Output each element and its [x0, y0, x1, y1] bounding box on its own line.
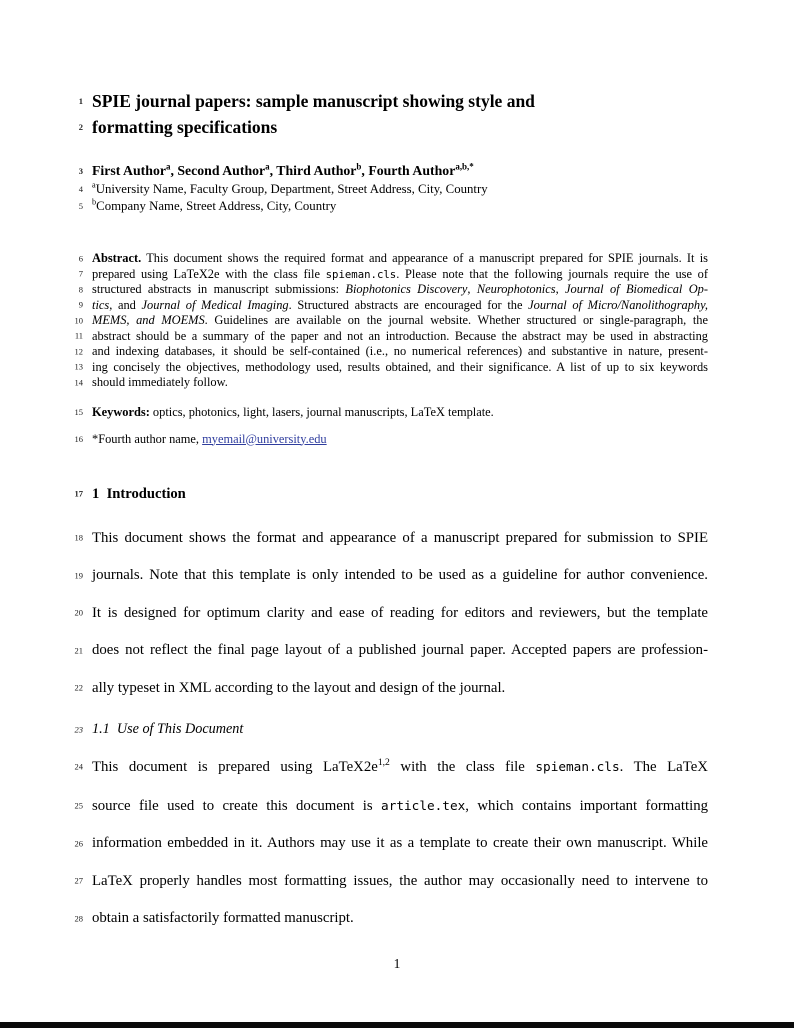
text-segment: This document shows the format and appearance of a manuscript prepared for submission to SPIE: [92, 529, 708, 546]
line-number: 16: [74, 433, 83, 444]
line-text: [92, 900, 708, 938]
text-segment: 1.1 Use of This Document: [92, 721, 244, 737]
text-segment: It is designed for optimum clarity and ease of reading for editors and reviewers, but the template: [92, 604, 708, 621]
line-number: 26: [74, 838, 83, 848]
text-segment: MEMS, and MOEMS: [92, 313, 205, 327]
text-line: [74, 344, 708, 360]
text-segment: Journal of Medical Imaging: [141, 297, 289, 312]
text-segment: Abstract.: [92, 251, 142, 265]
text-segment: article.tex: [381, 797, 466, 813]
text-segment: LaTeX properly handles most formatting issues, the author may occasionally need to intervene to: [92, 872, 708, 889]
text-segment: Journal of Biomedical Op-: [565, 282, 709, 296]
text-segment: source file used to create this document is: [92, 797, 382, 814]
text-line: [78, 297, 709, 314]
text-line: [74, 557, 708, 595]
line-text: [92, 360, 708, 376]
line-text: [92, 670, 708, 708]
text-segment: prepared using LaTeX2e with the class file: [92, 266, 326, 281]
text-segment: Second Author: [177, 163, 266, 178]
body-block: [74, 520, 708, 708]
text-segment: spieman.cls: [325, 267, 397, 281]
line-text: [92, 863, 708, 901]
text-segment: . Please note that the following journals require the use of: [396, 266, 708, 281]
line-text: [92, 251, 708, 267]
text-segment: ally typeset in XML according to the layout and design of the journal.: [92, 679, 506, 696]
text-segment: journals. Note that this template is only intended to be used as a guideline for author convenience.: [92, 567, 708, 583]
line-number: 10: [74, 315, 83, 325]
text-segment: tics: [92, 297, 110, 312]
text-line: [74, 632, 708, 670]
line-number: 5: [78, 200, 83, 211]
text-line: [74, 670, 708, 708]
text-line: [78, 282, 709, 298]
text-segment: ,: [269, 163, 277, 178]
email-link[interactable]: myemail@university.edu: [202, 431, 327, 446]
text-segment: structured abstracts in manuscript submissions:: [92, 282, 346, 296]
line-text: [92, 313, 708, 329]
title-block: [78, 88, 708, 140]
page-number: 1: [393, 956, 401, 971]
line-text: [92, 329, 708, 345]
text-segment: *Fourth author name,: [92, 431, 203, 446]
document-body: [74, 88, 709, 938]
text-line: [78, 266, 708, 283]
text-line: [74, 485, 708, 504]
line-number: 27: [74, 875, 83, 886]
text-segment: formatting specifications: [92, 117, 278, 137]
line-number: 11: [74, 330, 83, 341]
subsection-block: [74, 720, 708, 739]
line-text: [92, 298, 708, 314]
line-number: 12: [74, 346, 83, 356]
line-text: [92, 282, 708, 298]
text-line: [74, 595, 708, 633]
text-segment: . Structured abstracts are encouraged for the: [288, 297, 529, 312]
footnote-block: [74, 431, 708, 447]
text-segment: ,: [467, 282, 477, 296]
text-segment: abstract should be a summary of the paper and not an introduction. Because the abstract may be used in abstracting: [92, 328, 708, 343]
text-segment: b: [356, 161, 362, 172]
text-segment: ing concisely the objectives, methodology used, results obtained, and their significance. A list of up to six keywords: [92, 359, 708, 374]
line-number: 28: [74, 913, 83, 923]
text-line: [74, 787, 709, 826]
text-segment: b: [92, 197, 97, 207]
text-segment: Fourth Author: [368, 163, 456, 178]
section-block: [74, 485, 708, 504]
line-number: 18: [74, 532, 83, 543]
line-number: 17: [74, 488, 83, 499]
line-number: 25: [74, 800, 83, 810]
line-number: 7: [78, 268, 83, 279]
line-number: 13: [74, 361, 83, 372]
text-line: [74, 720, 708, 739]
text-segment: Company Name, Street Address, City, Country: [96, 198, 337, 213]
line-number: 21: [74, 645, 83, 655]
line-text: [92, 720, 708, 739]
line-text: [92, 344, 708, 360]
text-line: [74, 520, 708, 558]
text-segment: Third Author: [276, 163, 357, 178]
text-segment: 1,2: [377, 757, 390, 769]
line-text: [92, 114, 708, 140]
text-line: [78, 251, 708, 267]
text-segment: a: [165, 161, 171, 172]
text-segment: Biophotonics Discovery: [345, 282, 468, 296]
viewer-bottom-edge: [0, 1022, 794, 1028]
text-segment: University Name, Faculty Group, Department, Street Address, City, Country: [95, 182, 488, 196]
text-line: [74, 404, 708, 420]
line-number: 14: [74, 377, 83, 387]
line-text: [92, 198, 708, 215]
line-text: [92, 748, 708, 787]
line-text: [92, 88, 708, 114]
text-line: [78, 88, 708, 114]
text-line: [74, 431, 708, 447]
text-line: [74, 825, 708, 863]
line-number: 23: [74, 724, 83, 734]
line-number: 9: [78, 299, 83, 310]
line-number: 1: [78, 96, 83, 106]
line-text: [92, 632, 708, 670]
line-text: [92, 162, 708, 180]
line-number: 22: [74, 682, 83, 693]
authors-block: [78, 161, 708, 180]
text-segment: Keywords:: [92, 404, 150, 419]
text-segment: a,b,*: [455, 161, 474, 172]
body-block: [74, 748, 709, 938]
text-line: [74, 359, 708, 376]
text-line: [78, 114, 708, 140]
text-segment: . Guidelines are available on the journal website. Whether structured or single-paragraph, the: [204, 313, 708, 327]
text-segment: This document is prepared using LaTeX2e: [92, 759, 378, 775]
text-segment: with the class file: [389, 759, 536, 775]
text-segment: , and: [109, 297, 142, 312]
line-text: [92, 375, 708, 391]
line-text: [92, 557, 708, 595]
line-text: [92, 825, 708, 863]
line-text: [92, 595, 708, 633]
line-number: 19: [74, 570, 83, 580]
text-segment: and indexing databases, it should be self-contained (i.e., no numerical references) and substantive in nature, present-: [92, 344, 708, 358]
line-number: 15: [74, 406, 83, 417]
text-line: [74, 748, 708, 787]
text-segment: obtain a satisfactorily formatted manuscript.: [92, 910, 354, 926]
text-segment: This document shows the required format and appearance of a manuscript prepared for SPIE journals. It is: [141, 251, 708, 265]
text-line: [78, 161, 708, 180]
text-line: [74, 900, 708, 938]
keywords-block: [74, 404, 708, 420]
affiliation-block: [78, 180, 708, 214]
line-number: 20: [74, 607, 83, 618]
text-segment: information embedded in it. Authors may use it as a template to create their own manuscript. While: [92, 835, 708, 851]
text-segment: , which contains important formatting: [465, 797, 709, 814]
text-line: [78, 197, 708, 215]
text-segment: Journal of Micro/Nanolithography,: [528, 297, 709, 312]
line-text: [92, 520, 708, 558]
line-number: 3: [78, 166, 83, 176]
text-segment: does not reflect the final page layout of a published journal paper. Accepted papers are profession-: [92, 642, 708, 658]
line-text: [92, 267, 708, 283]
text-line: [74, 313, 708, 329]
line-text: [92, 485, 708, 504]
text-segment: should immediately follow.: [92, 375, 228, 389]
line-number: 2: [78, 122, 83, 132]
text-segment: 1 Introduction: [92, 485, 186, 502]
line-text: [92, 181, 708, 198]
text-segment: optics, photonics, light, lasers, journal manuscripts, LaTeX template.: [149, 404, 494, 419]
text-segment: a: [265, 161, 270, 172]
line-text: [92, 404, 708, 420]
text-line: [74, 375, 708, 391]
text-segment: Neurophotonics: [476, 282, 556, 296]
text-segment: ,: [555, 282, 566, 296]
text-segment: spieman.cls: [535, 759, 620, 774]
line-number: 8: [78, 284, 83, 294]
line-number: 4: [78, 184, 83, 194]
text-line: [78, 180, 708, 198]
text-line: [74, 328, 708, 345]
abstract-block: [74, 251, 709, 391]
line-text: [92, 787, 708, 826]
line-number: 24: [74, 761, 83, 772]
text-segment: First Author: [92, 163, 166, 178]
text-line: [74, 863, 708, 901]
text-segment: a: [92, 180, 96, 190]
line-number: 6: [78, 253, 83, 263]
line-text: [92, 431, 708, 447]
text-segment: ,: [361, 163, 369, 178]
text-segment: SPIE journal papers: sample manuscript showing style and: [92, 91, 535, 111]
text-segment: . The LaTeX: [619, 759, 708, 775]
text-segment: ,: [170, 163, 178, 178]
